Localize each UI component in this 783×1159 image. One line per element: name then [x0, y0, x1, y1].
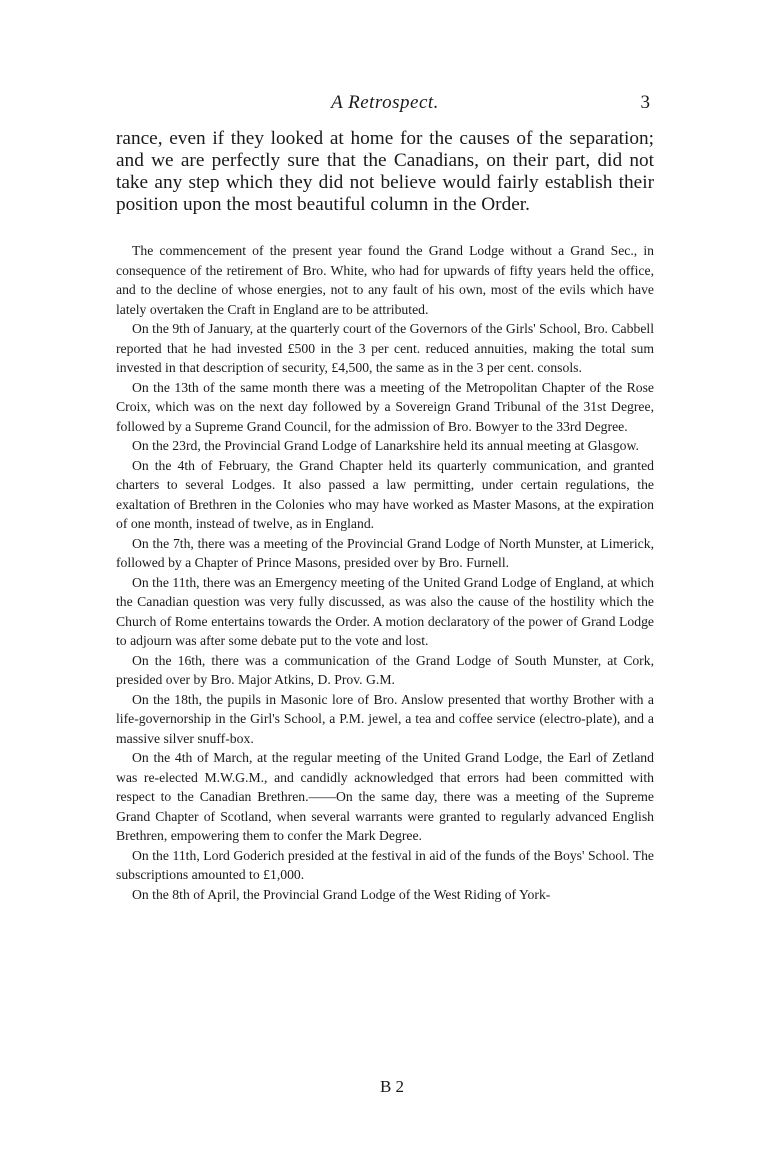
- page-number: 3: [640, 92, 650, 113]
- body-text: [116, 241, 654, 904]
- paragraph: On the 13th of the same month there was a meeting of the Metropolitan Chapter of the Rose Croix, which was on the next day followed by a Sovereign Grand Tribunal of the 31st Degree, followed by a Supreme Grand Council, for the admission of Bro. Bowyer to the 33rd Degree.: [116, 379, 654, 434]
- page-header: [116, 92, 654, 120]
- paragraph: On the 11th, there was an Emergency meeting of the United Grand Lodge of England, at which the Canadian question was very fully discussed, as was also the cause of the hostility which the Church of Rome entertains towards the Order. A motion declaratory of the power of Grand Lodge to adjourn was after some debate put to the vote and lost.: [116, 574, 654, 648]
- paragraph: On the 11th, Lord Goderich presided at the festival in aid of the funds of the Boys' School. The subscriptions amounted to £1,000.: [116, 847, 654, 882]
- paragraph: The commencement of the present year found the Grand Lodge without a Grand Sec., in consequence of the retirement of Bro. White, who had for upwards of fifty years held the office, and to the decline of whose energies, not to any fault of his own, most of the evils which have lately overtaken the Craft in England are to be attributed.: [116, 243, 654, 317]
- signature-mark: B 2: [379, 1077, 405, 1096]
- paragraph: On the 9th of January, at the quarterly court of the Governors of the Girls' School, Bro. Cabbell reported that he had invested £500 in the 3 per cent. reduced annuities, making the total sum invested in that description of security, £4,500, the same as in the 3 per cent. consols.: [116, 321, 654, 375]
- paragraph: On the 4th of February, the Grand Chapter held its quarterly communication, and granted charters to several Lodges. It also passed a law permitting, under certain regulations, the exaltation of Brethren in the Colonies who may have worked as Master Masons, at the expiration of one month, instead of twelve, as in England.: [116, 457, 654, 531]
- paragraph: On the 8th of April, the Provincial Grand Lodge of the West Riding of York-: [132, 886, 551, 902]
- intro-paragraph-block: [116, 128, 654, 216]
- intro-paragraph: rance, even if they looked at home for the causes of the separation; and we are perfectly sure that the Canadians, on their part, did not take any step which they did not believe would fairly establish their position upon the most beautiful column in the Order.: [116, 128, 654, 215]
- paragraph: On the 7th, there was a meeting of the Provincial Grand Lodge of North Munster, at Limerick, followed by a Chapter of Prince Masons, presided over by Bro. Furnell.: [116, 535, 654, 570]
- paragraph: On the 18th, the pupils in Masonic lore of Bro. Anslow presented that worthy Brother with a life-governorship in the Girl's School, a P.M. jewel, a tea and coffee service (electro-plate), and a massive silver snuff-box.: [116, 691, 654, 746]
- paragraph: On the 16th, there was a communication of the Grand Lodge of South Munster, at Cork, presided over by Bro. Major Atkins, D. Prov. G.M.: [116, 652, 654, 687]
- running-title: A Retrospect.: [331, 92, 439, 113]
- paragraph: On the 4th of March, at the regular meeting of the United Grand Lodge, the Earl of Zetland was re-elected M.W.G.M., and candidly acknowledged that errors had been committed with respect to the Canadian Brethren.——On the same day, there was a meeting of the Supreme Grand Chapter of Scotland, when several warrants were granted to regularly advanced English Brethren, empowering them to confer the Mark Degree.: [116, 750, 654, 843]
- paragraph: On the 23rd, the Provincial Grand Lodge of Lanarkshire held its annual meeting at Glasgow.: [132, 438, 639, 453]
